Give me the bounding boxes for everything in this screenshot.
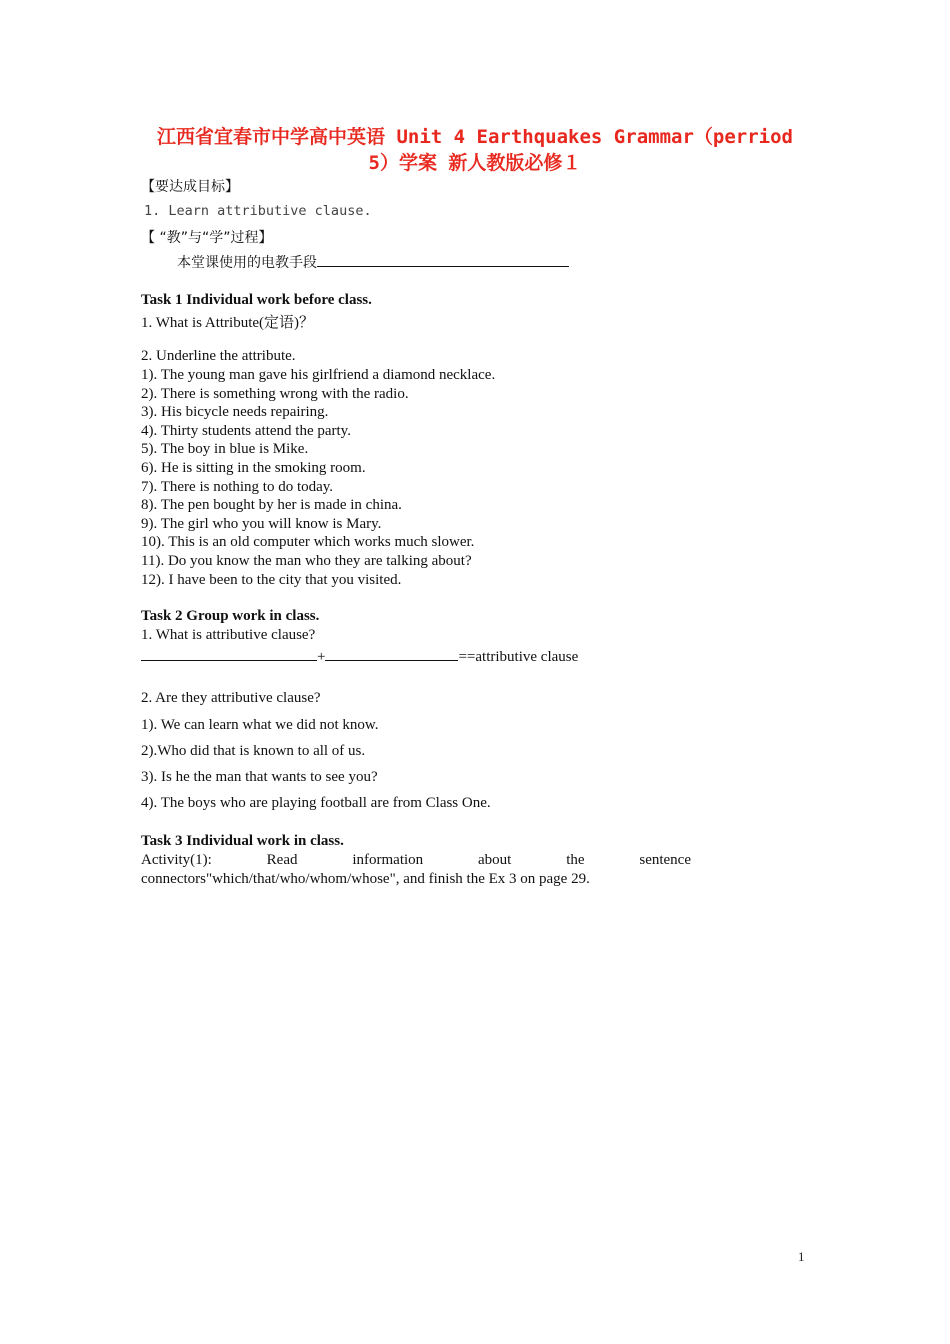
tools-line: [177, 252, 569, 272]
task1-question-1: 1. What is Attribute(定语)？: [141, 315, 315, 331]
page-number: 1: [798, 1249, 805, 1264]
task3-heading: Task 3 Individual work in class.: [141, 833, 344, 849]
formula-end: ==attributive clause: [458, 649, 579, 665]
document-title: [140, 124, 810, 176]
task2-heading: Task 2 Group work in class.: [141, 608, 320, 624]
sentence-item: 2).Who did that is known to all of us.: [141, 743, 366, 759]
sentence-item: 9). The girl who you will know is Mary.: [141, 515, 382, 532]
sentence-item: 3). His bicycle needs repairing.: [141, 404, 329, 421]
sentence-item: 8). The pen bought by her is made in china.: [141, 497, 402, 514]
activity-word: Read: [266, 852, 298, 868]
activity-word: the: [566, 852, 585, 868]
sentence-item: 4). The boys who are playing football are from Class One.: [141, 795, 491, 811]
activity-word: sentence: [639, 852, 691, 868]
task3-activity-line-2: connectors"which/that/who/whom/whose", and finish the Ex 3 on page 29.: [141, 871, 590, 887]
sentence-item: 1). We can learn what we did not know.: [141, 717, 379, 733]
sentence-item: 1). The young man gave his girlfriend a diamond necklace.: [141, 367, 496, 383]
sentence-item: 4). Thirty students attend the party.: [141, 422, 351, 439]
sentence-item: 10). This is an old computer which works much slower.: [141, 534, 475, 551]
task2-question-1: 1. What is attributive clause?: [141, 627, 316, 643]
formula-blank-1[interactable]: [141, 646, 317, 661]
goal-heading: 【要达成目标】: [141, 179, 239, 195]
task2-question-2: 2. Are they attributive clause?: [141, 690, 321, 706]
title-line-2: 5）学案 新人教版必修１: [368, 152, 582, 174]
title-line-1: 江西省宜春市中学高中英语 Unit 4 Earthquakes Grammar（perriod: [157, 126, 793, 148]
task1-heading: Task 1 Individual work before class.: [141, 292, 372, 308]
activity-word: about: [478, 852, 512, 868]
sentence-item: 5). The boy in blue is Mike.: [141, 441, 309, 458]
sentence-item: 3). Is he the man that wants to see you?: [141, 769, 378, 785]
tools-blank[interactable]: [317, 252, 569, 267]
attributive-clause-formula: [141, 646, 578, 666]
tools-label: 本堂课使用的电教手段: [177, 255, 317, 271]
sentence-item: 2). There is something wrong with the radio.: [141, 385, 409, 402]
formula-blank-2[interactable]: [325, 646, 458, 661]
activity-word: Activity(1):: [141, 852, 212, 868]
goal-item: 1. Learn attributive clause.: [144, 203, 372, 219]
sentence-item: 7). There is nothing to do today.: [141, 478, 334, 495]
process-heading: 【 “教”与“学”过程】: [141, 230, 273, 246]
task3-activity-line-1: [141, 852, 691, 869]
activity-word: information: [352, 852, 424, 868]
task1-question-2: 2. Underline the attribute.: [141, 348, 296, 364]
formula-plus: +: [317, 649, 326, 665]
sentence-item: 12). I have been to the city that you visited.: [141, 571, 402, 588]
sentence-item: 11). Do you know the man who they are talking about?: [141, 553, 472, 569]
sentence-item: 6). He is sitting in the smoking room.: [141, 460, 366, 476]
